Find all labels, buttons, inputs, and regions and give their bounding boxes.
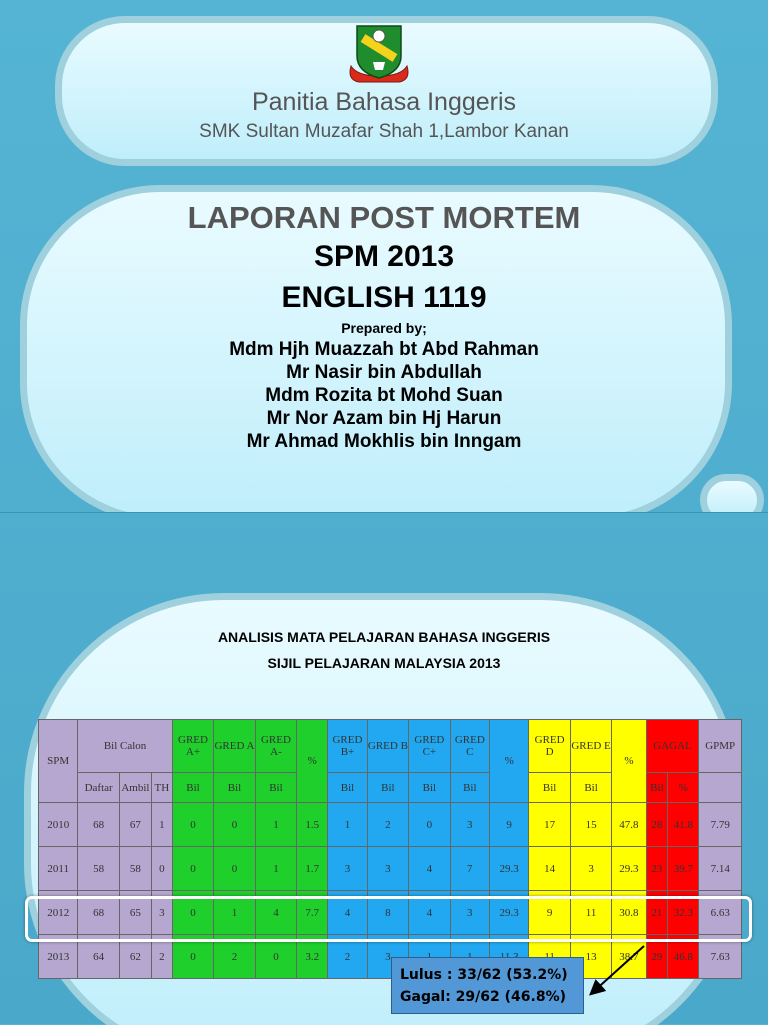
school-crest-icon <box>343 22 415 88</box>
exam-title: SPM 2013 <box>313 240 455 273</box>
cell-a: 0 <box>214 847 255 891</box>
cell-d: 14 <box>529 847 570 891</box>
col-header-pct-de: % <box>612 720 646 803</box>
subheader-gagal-pct: % <box>668 773 699 803</box>
cell-pct-bc: 29.3 <box>489 891 528 935</box>
author-name: Mr Ahmad Mokhlis bin Inngam <box>246 431 522 452</box>
school-name: SMK Sultan Muzafar Shah 1,Lambor Kanan <box>199 121 569 142</box>
cell-gagal-pct: 32.3 <box>668 891 699 935</box>
cell-c: 3 <box>450 891 489 935</box>
col-header-gred-aplus: GRED A+ <box>172 720 213 773</box>
cell-aminus: 1 <box>255 847 296 891</box>
arrow-icon <box>580 943 650 1001</box>
subheader-bil: Bil <box>409 773 450 803</box>
subject-title: ENGLISH 1119 <box>281 281 487 314</box>
cell-gagal-bil: 21 <box>646 891 668 935</box>
cell-a: 1 <box>214 891 255 935</box>
col-header-gred-e: GRED E <box>570 720 611 773</box>
cell-th: 1 <box>152 803 173 847</box>
cell-pct-de: 29.3 <box>612 847 646 891</box>
subheader-ambil: Ambil <box>119 773 151 803</box>
cell-d: 9 <box>529 891 570 935</box>
cell-gagal-pct: 41.8 <box>668 803 699 847</box>
cell-gpmp: 7.79 <box>699 803 742 847</box>
cell-year: 2010 <box>39 803 78 847</box>
cell-pct-a: 3.2 <box>297 935 328 979</box>
row-2013-highlight <box>25 896 752 942</box>
subheader-bil: Bil <box>529 773 570 803</box>
cell-pct-bc: 29.3 <box>489 847 528 891</box>
author-name: Mr Nor Azam bin Hj Harun <box>266 408 502 429</box>
cell-gagal-bil: 23 <box>646 847 668 891</box>
cell-gagal-pct: 46.8 <box>668 935 699 979</box>
col-header-pct-bc: % <box>489 720 528 803</box>
cell-pct-a: 7.7 <box>297 891 328 935</box>
subheader-bil: Bil <box>328 773 367 803</box>
cell-d: 17 <box>529 803 570 847</box>
col-header-gred-a: GRED A <box>214 720 255 773</box>
col-header-gred-bplus: GRED B+ <box>328 720 367 773</box>
cell-c: 7 <box>450 847 489 891</box>
author-name: Mdm Hjh Muazzah bt Abd Rahman <box>229 339 539 360</box>
cell-gpmp: 6.63 <box>699 891 742 935</box>
cell-bplus: 1 <box>328 803 367 847</box>
subheader-gpmp-blank <box>699 773 742 803</box>
table-row <box>39 847 742 891</box>
cell-e: 15 <box>570 803 611 847</box>
cell-aplus: 0 <box>172 803 213 847</box>
analysis-subtitle: SIJIL PELAJARAN MALAYSIA 2013 <box>267 655 501 671</box>
analysis-title: ANALISIS MATA PELAJARAN BAHASA INGGERIS <box>217 629 551 645</box>
cell-cplus: 0 <box>409 803 450 847</box>
cell-e: 3 <box>570 847 611 891</box>
subheader-daftar: Daftar <box>78 773 119 803</box>
cell-b: 3 <box>367 847 408 891</box>
col-header-gred-b: GRED B <box>367 720 408 773</box>
subheader-bil: Bil <box>367 773 408 803</box>
result-summary-box <box>391 957 584 1014</box>
col-header-gred-c: GRED C <box>450 720 489 773</box>
cell-bplus: 3 <box>328 847 367 891</box>
cell-pct-de: 38.7 <box>612 935 646 979</box>
author-name: Mr Nasir bin Abdullah <box>286 362 482 383</box>
author-name: Mdm Rozita bt Mohd Suan <box>265 385 503 406</box>
cell-daftar: 68 <box>78 803 119 847</box>
cell-bplus: 4 <box>328 891 367 935</box>
report-title: LAPORAN POST MORTEM <box>187 200 581 235</box>
subheader-bil: Bil <box>172 773 213 803</box>
cell-b: 3 <box>367 935 408 979</box>
cell-year: 2011 <box>39 847 78 891</box>
col-header-gred-d: GRED D <box>529 720 570 773</box>
col-header-gred-aminus: GRED A- <box>255 720 296 773</box>
subheader-bil: Bil <box>570 773 611 803</box>
cell-cplus: 4 <box>409 891 450 935</box>
prepared-by-label: Prepared by; <box>341 320 427 336</box>
cell-aplus: 0 <box>172 847 213 891</box>
cell-b: 2 <box>367 803 408 847</box>
cell-b: 8 <box>367 891 408 935</box>
cell-th: 0 <box>152 847 173 891</box>
gagal-summary: Gagal: 29/62 (46.8%) <box>400 989 566 1005</box>
subheader-bil: Bil <box>450 773 489 803</box>
cell-th: 2 <box>152 935 173 979</box>
cell-ambil: 62 <box>119 935 151 979</box>
header-row <box>39 720 742 773</box>
table-row <box>39 803 742 847</box>
cell-gagal-pct: 39.7 <box>668 847 699 891</box>
cell-ambil: 67 <box>119 803 151 847</box>
subheader-th: TH <box>152 773 173 803</box>
cell-daftar: 64 <box>78 935 119 979</box>
cell-bplus: 2 <box>328 935 367 979</box>
cell-pct-a: 1.7 <box>297 847 328 891</box>
cell-th: 3 <box>152 891 173 935</box>
author-list <box>0 338 768 453</box>
cell-a: 0 <box>214 803 255 847</box>
subheader-bil: Bil <box>255 773 296 803</box>
cell-cplus: 4 <box>409 847 450 891</box>
cell-year: 2013 <box>39 935 78 979</box>
col-header-bil-calon: Bil Calon <box>78 720 172 773</box>
cell-year: 2012 <box>39 891 78 935</box>
cell-aminus: 0 <box>255 935 296 979</box>
cell-daftar: 58 <box>78 847 119 891</box>
col-header-spm: SPM <box>39 720 78 803</box>
cell-aminus: 1 <box>255 803 296 847</box>
cell-pct-bc: 9 <box>489 803 528 847</box>
cell-ambil: 58 <box>119 847 151 891</box>
lulus-summary: Lulus : 33/62 (53.2%) <box>400 967 568 983</box>
cell-pct-de: 47.8 <box>612 803 646 847</box>
analysis-slide <box>0 512 768 1025</box>
cell-a: 2 <box>214 935 255 979</box>
cell-pct-de: 30.8 <box>612 891 646 935</box>
cell-aplus: 0 <box>172 935 213 979</box>
col-header-pct-a: % <box>297 720 328 803</box>
subheader-gagal-bil: Bil <box>646 773 668 803</box>
cell-ambil: 65 <box>119 891 151 935</box>
cell-gpmp: 7.63 <box>699 935 742 979</box>
cell-gagal-bil: 29 <box>646 935 668 979</box>
cell-gpmp: 7.14 <box>699 847 742 891</box>
cell-aplus: 0 <box>172 891 213 935</box>
subheader-bil: Bil <box>214 773 255 803</box>
cell-pct-a: 1.5 <box>297 803 328 847</box>
col-header-gred-cplus: GRED C+ <box>409 720 450 773</box>
cell-e: 13 <box>570 935 611 979</box>
cell-aminus: 4 <box>255 891 296 935</box>
unit-name: Panitia Bahasa Inggeris <box>251 88 517 116</box>
col-header-gagal: GAGAL <box>646 720 699 773</box>
col-header-gpmp: GPMP <box>699 720 742 773</box>
title-slide <box>0 0 768 512</box>
thought-dot <box>700 474 764 512</box>
cell-e: 11 <box>570 891 611 935</box>
cell-c: 3 <box>450 803 489 847</box>
cell-gagal-bil: 28 <box>646 803 668 847</box>
cell-daftar: 68 <box>78 891 119 935</box>
